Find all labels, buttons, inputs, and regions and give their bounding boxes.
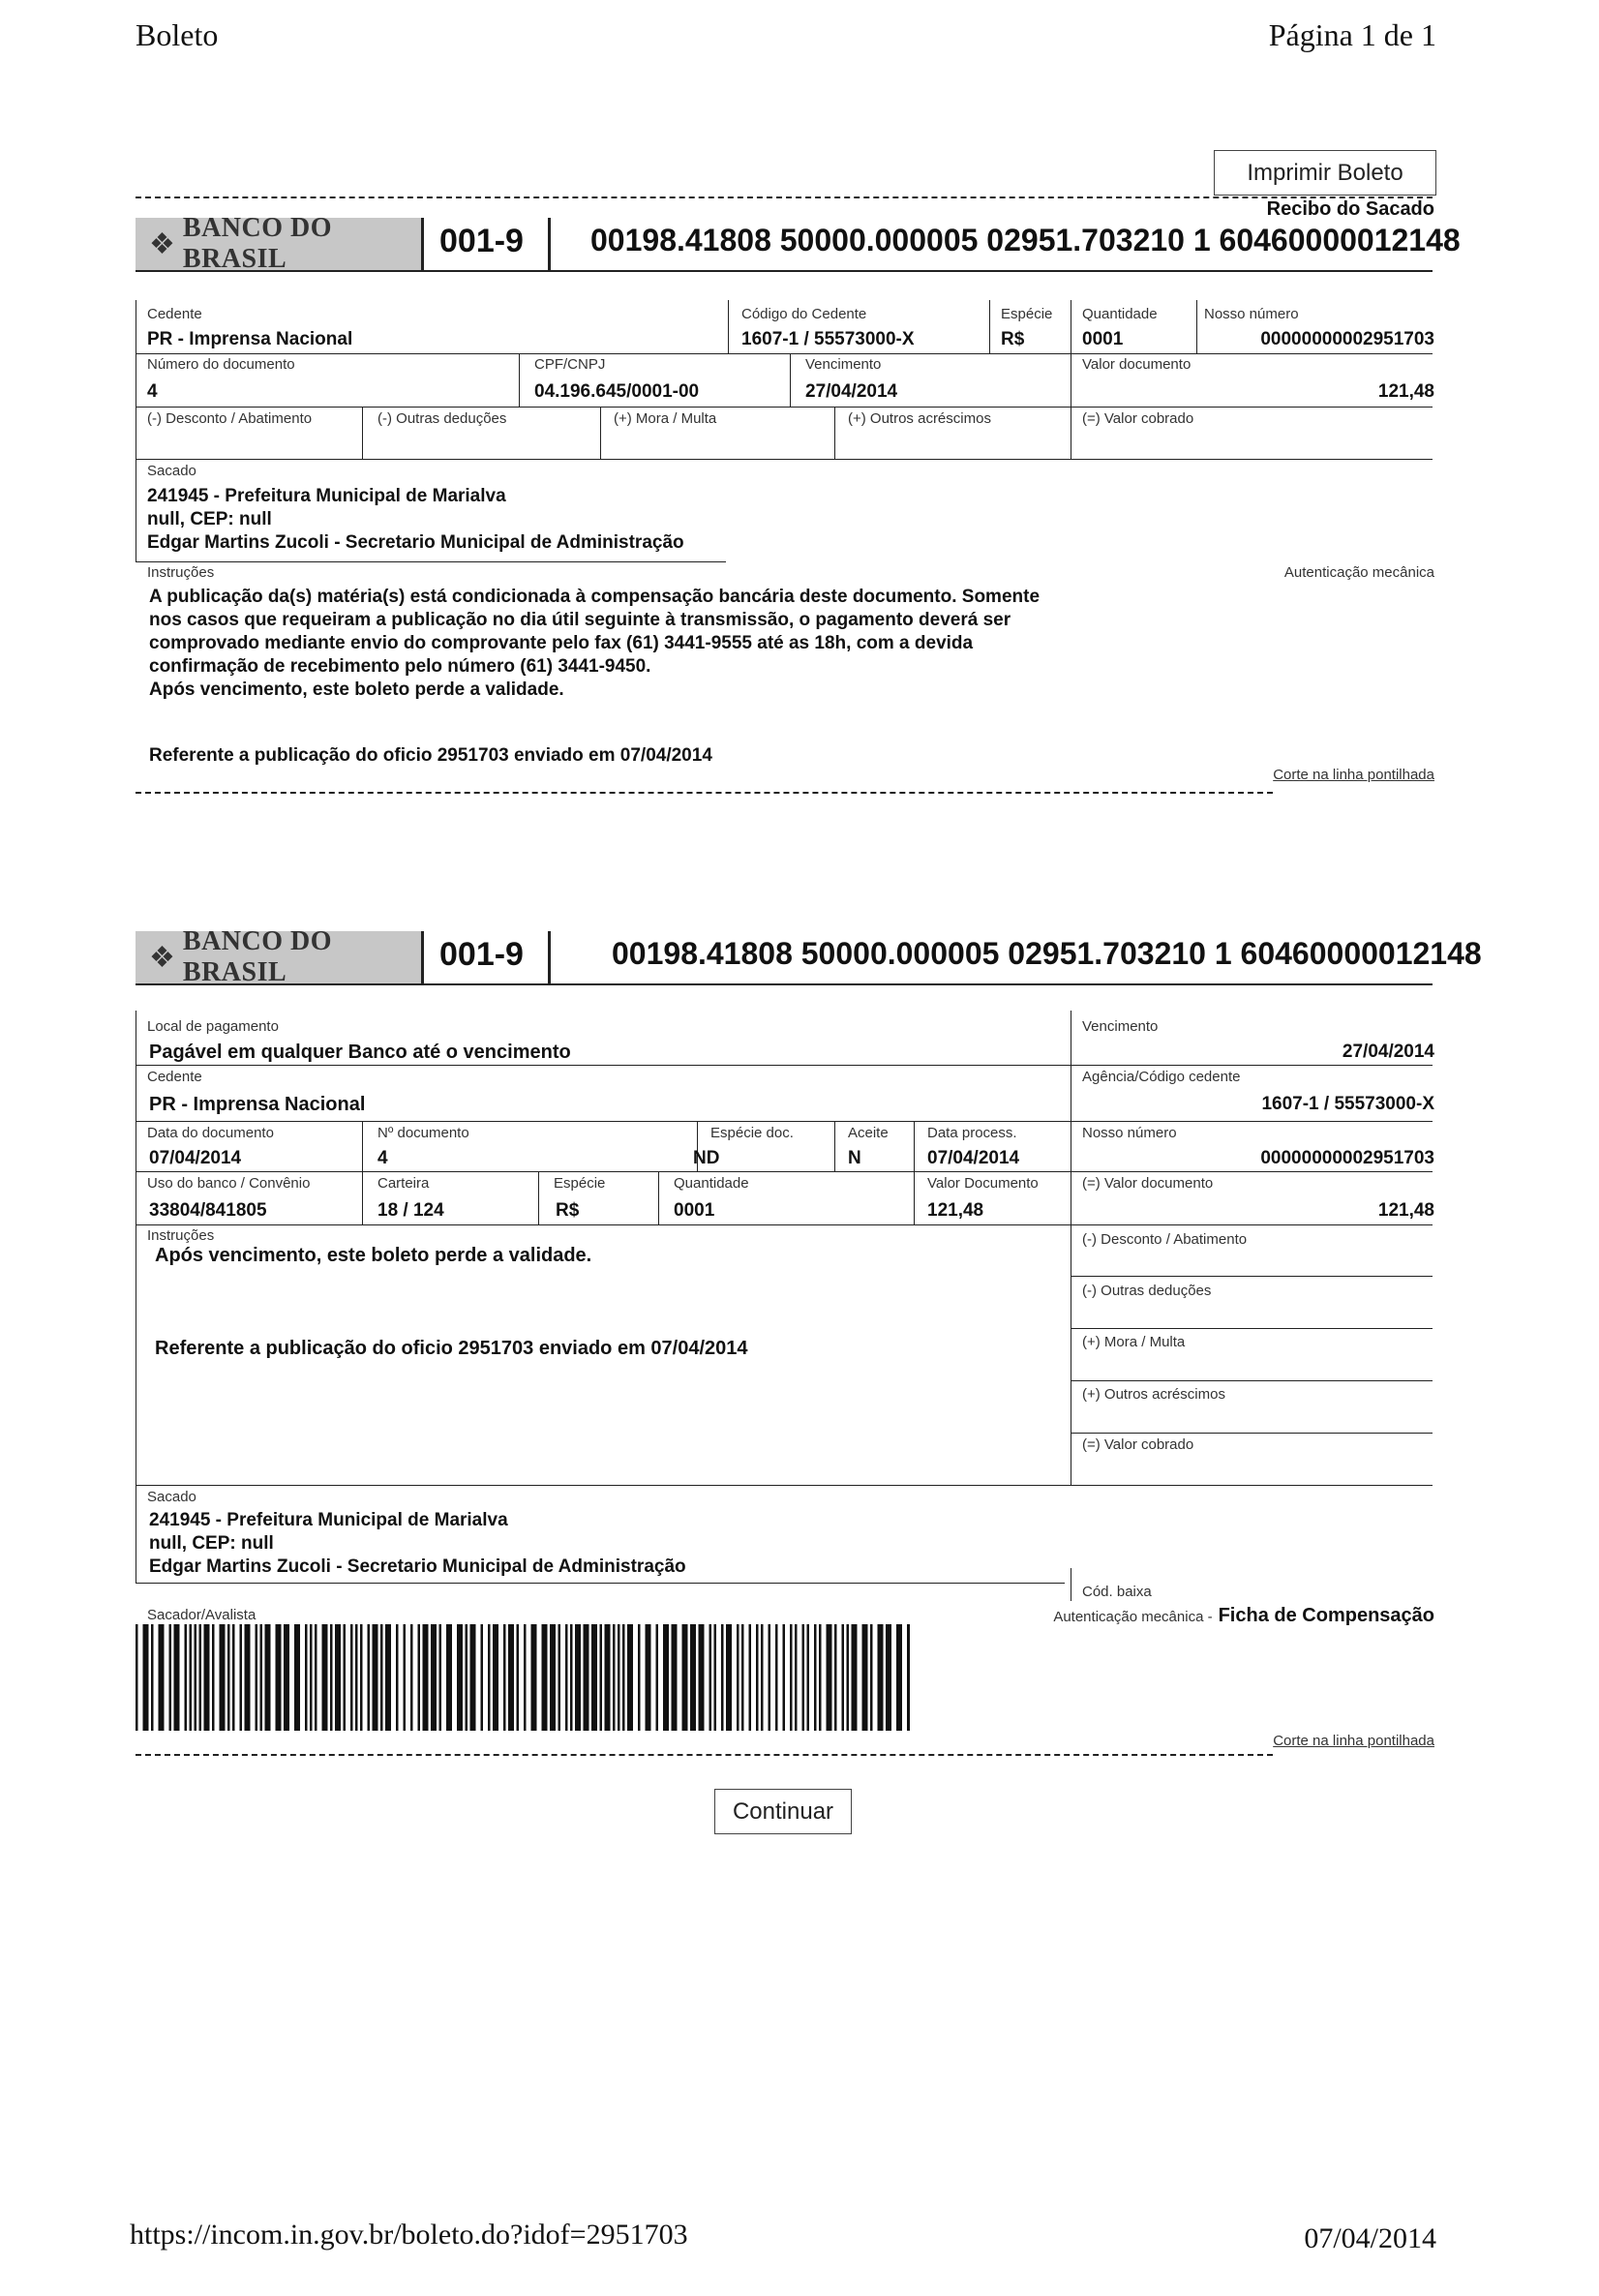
barcode-bar [284,1624,289,1731]
barcode-bar [174,1624,180,1731]
barcode-bar [814,1624,817,1731]
vencimento-label: Vencimento [805,356,882,373]
bank-logo-icon: ❖ [149,227,175,260]
barcode-bar [143,1624,149,1731]
barcode-bar [380,1624,383,1731]
barcode-bar [807,1624,810,1731]
barcode-bar [212,1624,215,1731]
nosso-numero-label-2: Nosso número [1082,1125,1177,1141]
barcode-bar [404,1624,407,1731]
cut-line-2 [136,1754,1273,1756]
cgrid-r5 [1071,1276,1433,1277]
codigo-cedente-label: Código do Cedente [741,306,867,322]
bank-logo-icon: ❖ [149,941,175,974]
barcode-bar [802,1624,805,1731]
cedente-label: Cedente [147,306,202,322]
ficha-compensacao-label: Ficha de Compensação [1218,1605,1434,1626]
header-rule-2 [136,983,1433,985]
cgrid-row2 [136,1121,1433,1122]
cgrid-r6 [1071,1328,1433,1329]
valor-documento-label: Valor documento [1082,356,1192,373]
barcode-bar [749,1624,752,1731]
cgrid-v3 [834,1121,835,1171]
instrucoes-label: Instruções [147,564,215,581]
barcode-bar [862,1624,868,1731]
barcode-bar [310,1624,313,1731]
barcode-bar [622,1624,625,1731]
barcode-bar [842,1624,845,1731]
grid-v6 [790,353,791,407]
barcode-bar [847,1624,850,1731]
cgrid-row1 [136,1065,1433,1066]
page-title: Boleto [136,17,219,52]
valor-documento-cap-value: 121,48 [927,1200,984,1221]
barcode-bar [355,1624,358,1731]
barcode-bar [185,1624,188,1731]
cut-line-1 [136,792,1273,794]
sacado-line-1-2: 241945 - Prefeitura Municipal de Marialva [149,1510,508,1530]
nosso-numero-label: Nosso número [1204,306,1299,322]
barcode-bar [790,1624,793,1731]
cgrid-r7 [1071,1380,1433,1381]
barcode-bar [852,1624,858,1731]
digitable-line-2: 00198.41808 50000.000005 02951.703210 1 60460000012148 [612,936,1482,971]
especie-value-2: R$ [556,1200,580,1221]
grid-v5 [519,353,520,407]
uso-banco-label: Uso do banco / Convênio [147,1175,311,1192]
barcode-bar [682,1624,688,1731]
barcode-bar [690,1624,696,1731]
cgrid-row3 [136,1171,1433,1172]
barcode-bar [663,1624,669,1731]
sacado-line-3: Edgar Martins Zucoli - Secretario Municipal de Administração [147,532,684,553]
barcode-bar [714,1624,717,1731]
barcode-bar [627,1624,633,1731]
barcode-bar [570,1624,573,1731]
mora-multa-label: (+) Mora / Multa [614,410,717,427]
digitable-line: 00198.41808 50000.000005 02951.703210 1 60460000012148 [590,223,1461,257]
barcode-bar [169,1624,172,1731]
vencimento-value: 27/04/2014 [805,381,898,402]
barcode-bar [265,1624,271,1731]
autenticacao-label-2: Autenticação mecânica - [1053,1609,1213,1625]
cgrid-r8 [1071,1433,1433,1434]
barcode-bar [344,1624,347,1731]
barcode-bar [256,1624,258,1731]
bank-logo-2 [136,926,424,987]
valor-documento-cap-label: Valor Documento [927,1175,1039,1192]
barcode-bar [761,1624,764,1731]
quantidade-label-2: Quantidade [674,1175,749,1192]
reference-text-2: Referente a publicação do oficio 2951703 enviado em 07/04/2014 [155,1338,748,1359]
sacado-line-2: null, CEP: null [147,509,272,529]
outras-deducoes-label-2: (-) Outras deduções [1082,1283,1212,1299]
sacado-line-3-2: Edgar Martins Zucoli - Secretario Municipal de Administração [149,1556,686,1577]
especie-label: Espécie [1001,306,1053,322]
desconto-label-2: (-) Desconto / Abatimento [1082,1231,1248,1248]
valor-cobrado-label: (=) Valor cobrado [1082,410,1194,427]
corte-label-1: Corte na linha pontilhada [1273,767,1434,783]
barcode-bar [878,1624,884,1731]
barcode-bar [558,1624,561,1731]
barcode-bar [886,1624,891,1731]
carteira-label: Carteira [377,1175,430,1192]
carteira-value: 18 / 124 [377,1200,444,1221]
sacado-line-2-2: null, CEP: null [149,1533,274,1554]
barcode-bar [195,1624,197,1731]
barcode-bar [591,1624,597,1731]
grid-v9 [834,407,835,459]
nosso-numero-value-2: 00000000002951703 [1260,1148,1434,1168]
sacado-label-2: Sacado [147,1489,196,1505]
ficha-caption [1053,1605,1434,1627]
barcode-bar [322,1624,328,1731]
cedente-value: PR - Imprensa Nacional [147,329,353,349]
mora-multa-label-2: (+) Mora / Multa [1082,1334,1186,1350]
barcode-bar [542,1624,548,1731]
grid-v1 [728,300,729,353]
n-documento-value: 4 [377,1148,388,1168]
grid-v4 [1196,300,1197,353]
barcode-bar [373,1624,378,1731]
outros-acrescimos-label-2: (+) Outros acréscimos [1082,1386,1225,1403]
barcode-bar [565,1624,568,1731]
barcode-bar [305,1624,308,1731]
barcode-bar [721,1624,724,1731]
barcode-bar [431,1624,437,1731]
agencia-label: Agência/Código cedente [1082,1069,1241,1085]
barcode-bar [423,1624,429,1731]
barcode-bar [769,1624,771,1731]
autenticacao-label: Autenticação mecânica [1283,564,1434,581]
vencimento-value-2: 27/04/2014 [1342,1042,1434,1062]
barcode-bar [385,1624,391,1731]
cpf-cnpj-value: 04.196.645/0001-00 [534,381,700,402]
barcode-bar [656,1624,659,1731]
barcode-bar [550,1624,556,1731]
data-process-value: 07/04/2014 [927,1148,1020,1168]
barcode-bar [396,1624,399,1731]
barcode-bar [410,1624,413,1731]
cpf-cnpj-label: CPF/CNPJ [534,356,606,373]
sacador-label: Sacador/Avalista [147,1607,256,1623]
barcode-bar [493,1624,498,1731]
barcode-bar [418,1624,421,1731]
valor-documento-value-2: 121,48 [1377,1200,1434,1221]
barcode-bar [524,1624,527,1731]
nosso-numero-value: 00000000002951703 [1260,329,1434,349]
quantidade-label: Quantidade [1082,306,1158,322]
barcode-bar [600,1624,603,1731]
barcode-bar [136,1624,138,1731]
local-pagamento-label: Local de pagamento [147,1018,279,1035]
valor-cobrado-label-2: (=) Valor cobrado [1082,1436,1194,1453]
cgrid-row9 [136,1485,1433,1486]
barcode-bar [220,1624,226,1731]
barcode-bar [517,1624,520,1731]
grid-v7 [362,407,363,459]
barcode-bar [368,1624,371,1731]
barcode-bar [819,1624,822,1731]
bank-name: BANCO DO BRASIL [182,213,333,274]
cgrid-v6 [658,1171,659,1224]
header-rule [136,270,1433,272]
barcode-bar [756,1624,759,1731]
barcode-bar [294,1624,300,1731]
barcode-bar [199,1624,202,1731]
cedente-value-2: PR - Imprensa Nacional [149,1094,366,1115]
cgrid-row10 [136,1583,1065,1584]
barcode-bar [907,1624,910,1731]
page-number: Página 1 de 1 [1268,17,1436,52]
data-process-label: Data process. [927,1125,1017,1141]
instructions-line-2: Após vencimento, este boleto perde a validade. [155,1245,592,1266]
barcode-bar [575,1624,581,1731]
desconto-label: (-) Desconto / Abatimento [147,410,313,427]
barcode-bar [584,1624,589,1731]
page-date: 07/04/2014 [1304,2222,1436,2254]
outros-acrescimos-label: (+) Outros acréscimos [848,410,991,427]
bank-code-divider [548,218,551,270]
codigo-cedente-value: 1607-1 / 55573000-X [741,329,915,349]
print-button[interactable]: Imprimir Boleto [1214,150,1436,196]
barcode-bar [335,1624,341,1731]
barcode-bar [709,1624,712,1731]
continue-button[interactable]: Continuar [714,1789,852,1834]
cod-baixa-label: Cód. baixa [1082,1584,1152,1600]
barcode-bar [699,1624,705,1731]
barcode-bar [795,1624,798,1731]
barcode-bar [240,1624,243,1731]
bank-code-divider-2 [548,931,551,983]
barcode-bar [315,1624,317,1731]
barcode-bar [481,1624,484,1731]
barcode-bar [350,1624,353,1731]
page-url: https://incom.in.gov.br/boleto.do?idof=2951703 [130,2219,688,2251]
local-pagamento-value: Pagável em qualquer Banco até o vencimento [149,1042,571,1063]
instructions-text: A publicação da(s) matéria(s) está condicionada à compensação bancária deste documento. Somente nos casos que requeiram a publicação no dia útil seguinte à transmissão, o pagamento deverá ser comprovado mediante envio do comprovante pelo fax (61) 3441-9555 até as 18h, com a devida confirmação de recebimento pelo número (61) 3441-9450. Após vencimento, este boleto perde a validade. [149,587,1041,700]
barcode-bar [741,1624,744,1731]
cgrid-v1 [362,1121,363,1224]
valor-documento-value: 121,48 [1377,381,1434,402]
receipt-caption: Recibo do Sacado [1266,198,1434,220]
vencimento-label-2: Vencimento [1082,1018,1159,1035]
barcode-bar [605,1624,611,1731]
barcode-bar [503,1624,506,1731]
barcode-bar [190,1624,193,1731]
cgrid-row4 [136,1224,1433,1225]
barcode-bar [775,1624,778,1731]
barcode-bar [672,1624,678,1731]
grid-row2 [136,407,1433,408]
especie-doc-value: ND [693,1148,720,1168]
cedente-label-2: Cedente [147,1069,202,1085]
bank-code: 001-9 [439,223,524,259]
barcode-bar [531,1624,537,1731]
barcode-bar [638,1624,641,1731]
barcode-bar [618,1624,620,1731]
cgrid-v4 [914,1121,915,1224]
barcode-bar [488,1624,491,1731]
grid-v8 [600,407,601,459]
grid-v2 [989,300,990,353]
barcode-bar [232,1624,235,1731]
cgrid-v5 [538,1171,539,1224]
data-documento-value: 07/04/2014 [149,1148,242,1168]
numero-documento-label: Número do documento [147,356,295,373]
barcode-bar [330,1624,333,1731]
bank-code-2: 001-9 [439,936,524,973]
valor-documento-label-2: (=) Valor documento [1082,1175,1214,1192]
barcode-bar [151,1624,154,1731]
barcode-bar [834,1624,837,1731]
aceite-label: Aceite [848,1125,889,1141]
barcode-bar [227,1624,230,1731]
grid-row1 [136,353,1433,354]
barcode-bar [646,1624,651,1731]
n-documento-label: Nº documento [377,1125,469,1141]
uso-banco-value: 33804/841805 [149,1200,267,1221]
barcode-bar [260,1624,263,1731]
barcode-bar [446,1624,452,1731]
barcode-bar [439,1624,442,1731]
especie-value: R$ [1001,329,1025,349]
sacado-label: Sacado [147,463,196,479]
barcode-bar [466,1624,468,1731]
barcode-bar [896,1624,902,1731]
barcode-bar [508,1624,514,1731]
aceite-value: N [848,1148,861,1168]
corte-label-2: Corte na linha pontilhada [1273,1733,1434,1749]
agencia-value: 1607-1 / 55573000-X [1261,1094,1434,1114]
barcode-bar [726,1624,732,1731]
barcode-bar [245,1624,251,1731]
reference-text: Referente a publicação do oficio 2951703 enviado em 07/04/2014 [149,745,712,766]
grid-row4 [136,561,726,562]
barcode-bar [827,1624,832,1731]
numero-documento-value: 4 [147,381,158,402]
barcode-bar [737,1624,739,1731]
barcode-bar [470,1624,476,1731]
barcode-bar [613,1624,616,1731]
barcode-bar [276,1624,282,1731]
barcode [136,1624,910,1731]
barcode-bar [457,1624,463,1731]
instrucoes-label-2: Instruções [147,1227,215,1244]
barcode-bar [360,1624,363,1731]
especie-doc-label: Espécie doc. [710,1125,794,1141]
top-dashed-divider [136,196,1433,198]
barcode-bar [159,1624,165,1731]
grid-row3 [136,459,1433,460]
bank-logo [136,213,424,274]
bank-name-2: BANCO DO BRASIL [182,926,333,987]
barcode-bar [204,1624,210,1731]
barcode-bar [870,1624,873,1731]
especie-label-2: Espécie [554,1175,606,1192]
sacado-line-1: 241945 - Prefeitura Municipal de Marialva [147,486,506,506]
quantidade-value: 0001 [1082,329,1124,349]
quantidade-value-2: 0001 [674,1200,715,1221]
data-documento-label: Data do documento [147,1125,274,1141]
barcode-bar [783,1624,786,1731]
outras-deducoes-label: (-) Outras deduções [377,410,507,427]
